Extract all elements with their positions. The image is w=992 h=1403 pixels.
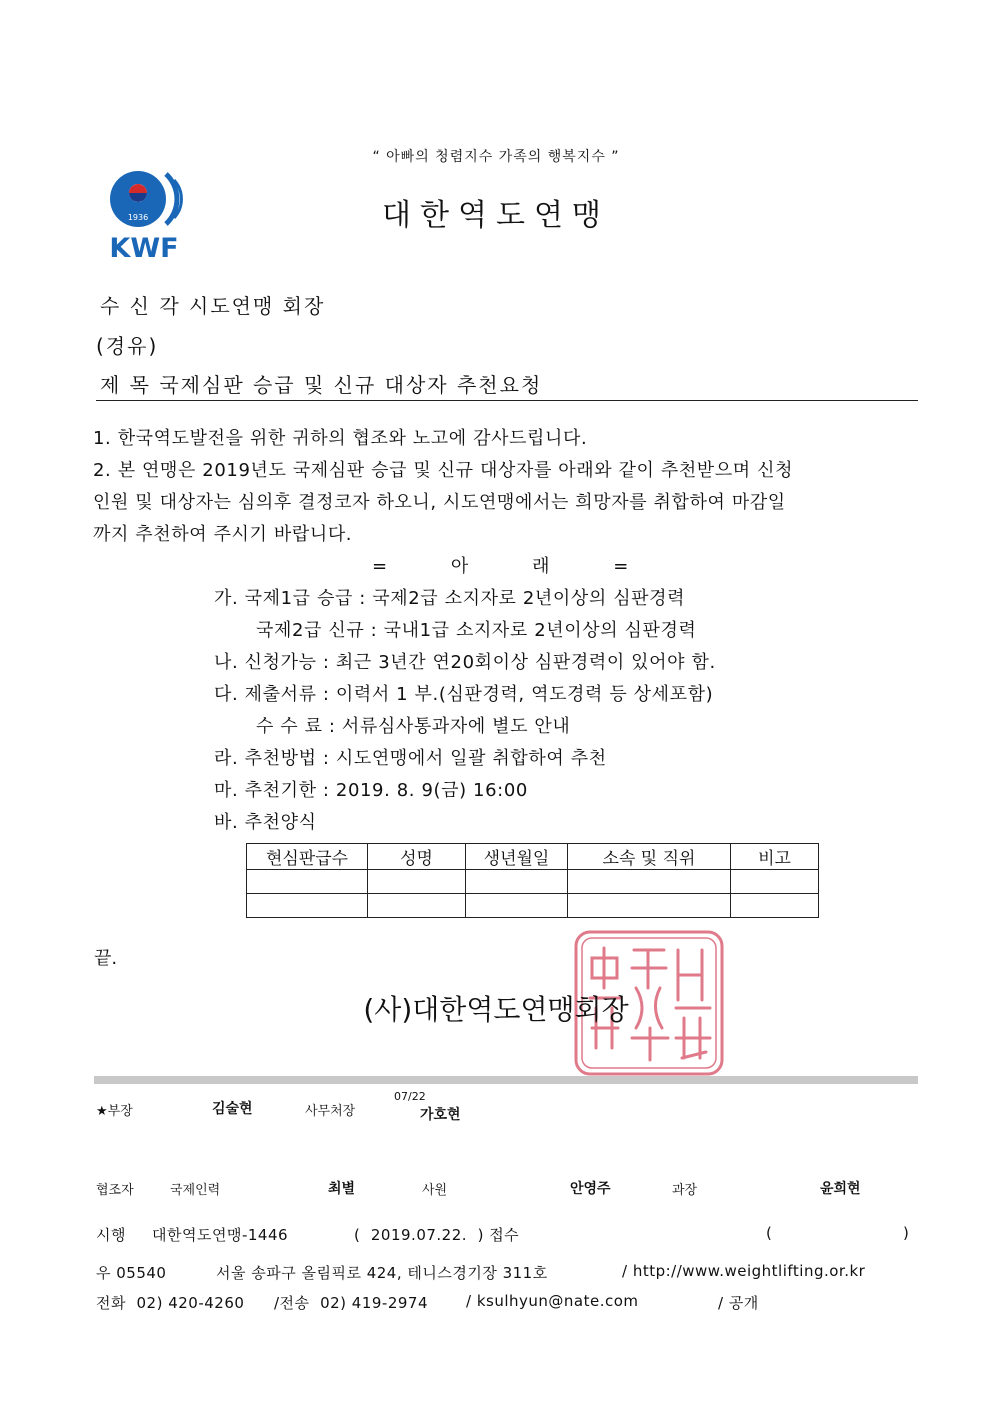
address: 서울 송파구 올림픽로 424, 테니스경기장 311호 — [216, 1264, 548, 1282]
table-cell[interactable] — [247, 870, 368, 894]
table-cell[interactable] — [731, 870, 819, 894]
body-line-1: 1. 한국역도발전을 위한 귀하의 협조와 노고에 감사드립니다. — [93, 428, 588, 449]
motto: “ 아빠의 청렴지수 가족의 행복지수 ” — [372, 149, 620, 165]
table-header-cell: 생년월일 — [466, 844, 568, 870]
coop-name: 최별 — [328, 1181, 356, 1197]
approval-sec-label: 사무처장 — [305, 1104, 356, 1119]
table-cell[interactable] — [568, 894, 731, 918]
item-ma: 마. 추천기한 : 2019. 8. 9(금) 16:00 — [214, 780, 528, 801]
receipt-open: ( — [766, 1224, 773, 1242]
manager-name: 윤희현 — [820, 1181, 861, 1197]
email-link[interactable]: / ksulhyun@nate.com — [466, 1292, 639, 1310]
item-na: 나. 신청가능 : 최근 3년간 연20회이상 심판경력이 있어야 함. — [214, 652, 716, 673]
body-line-2b: 인원 및 대상자는 심의후 결정코자 하오니, 시도연맹에서는 희망자를 취합하여 마감일 — [93, 492, 786, 513]
table-cell[interactable] — [466, 894, 568, 918]
logo-year: 1936 — [127, 213, 149, 222]
table-row — [247, 870, 819, 894]
header-divider — [96, 400, 918, 401]
table-header-cell: 소속 및 직위 — [568, 844, 731, 870]
approval-star-label: ★부장 — [96, 1104, 133, 1119]
table-cell[interactable] — [368, 870, 466, 894]
staff-label: 사원 — [422, 1183, 448, 1198]
table-header-cell: 비고 — [731, 844, 819, 870]
enforce-date: ( 2019.07.22. ) 접수 — [354, 1226, 520, 1244]
recommendation-form-table — [246, 843, 819, 918]
table-cell[interactable] — [247, 894, 368, 918]
item-ba: 바. 추천양식 — [214, 812, 317, 833]
table-row — [247, 894, 819, 918]
subject-line: 제 목 국제심판 승급 및 신규 대상자 추천요청 — [100, 373, 543, 397]
below-heading: = 아 래 = — [372, 556, 629, 577]
approval-star-name: 김술현 — [212, 1101, 253, 1117]
table-header-cell: 현심판급수 — [247, 844, 368, 870]
coop-label: 협조자 — [96, 1183, 134, 1198]
organization-title: 대한역도연맹 — [382, 198, 610, 233]
table-header-cell: 성명 — [368, 844, 466, 870]
table-cell[interactable] — [368, 894, 466, 918]
item-da-1: 다. 제출서류 : 이력서 1 부.(심판경력, 역도경력 등 상세포함) — [214, 684, 714, 705]
enforce-number: 대한역도연맹-1446 — [152, 1226, 289, 1244]
item-ga-1: 가. 국제1급 승급 : 국제2급 소지자로 2년이상의 심판경력 — [214, 588, 686, 609]
postal-code: 우 05540 — [96, 1264, 167, 1282]
item-ga-2: 국제2급 신규 : 국내1급 소지자로 2년이상의 심판경력 — [256, 620, 697, 641]
receipt-close: ) — [903, 1224, 910, 1242]
phone: 전화 02) 420-4260 — [96, 1294, 245, 1312]
item-da-2: 수 수 료 : 서류심사통과자에 별도 안내 — [256, 716, 571, 737]
manager-label: 과장 — [672, 1183, 698, 1198]
public-status: / 공개 — [718, 1294, 759, 1312]
enforce-label: 시행 — [96, 1226, 126, 1244]
table-cell[interactable] — [568, 870, 731, 894]
approval-sec-name: 가호현 — [420, 1107, 461, 1123]
table-cell[interactable] — [731, 894, 819, 918]
approval-divider — [94, 1076, 918, 1084]
table-header-row — [247, 844, 819, 870]
item-ra: 라. 추천방법 : 시도연맹에서 일괄 취합하여 추천 — [214, 748, 607, 769]
via-line: (경유) — [96, 334, 159, 358]
coop-dept: 국제인력 — [170, 1183, 221, 1198]
recipient-line: 수 신 각 시도연맹 회장 — [100, 294, 326, 318]
signer-title: (사)대한역도연맹회장 — [363, 993, 629, 1026]
approval-sec-date: 07/22 — [394, 1090, 426, 1103]
body-line-2c: 까지 추천하여 주시기 바랍니다. — [93, 524, 353, 545]
website-link[interactable]: / http://www.weightlifting.or.kr — [622, 1262, 866, 1280]
logo-text: KWF — [109, 233, 179, 262]
body-line-2a: 2. 본 연맹은 2019년도 국제심판 승급 및 신규 대상자를 아래와 같이 추천받으며 신청 — [93, 460, 794, 481]
table-cell[interactable] — [466, 870, 568, 894]
end-mark: 끝. — [94, 948, 118, 969]
fax: /전송 02) 419-2974 — [274, 1294, 428, 1312]
staff-name: 안영주 — [570, 1181, 611, 1197]
